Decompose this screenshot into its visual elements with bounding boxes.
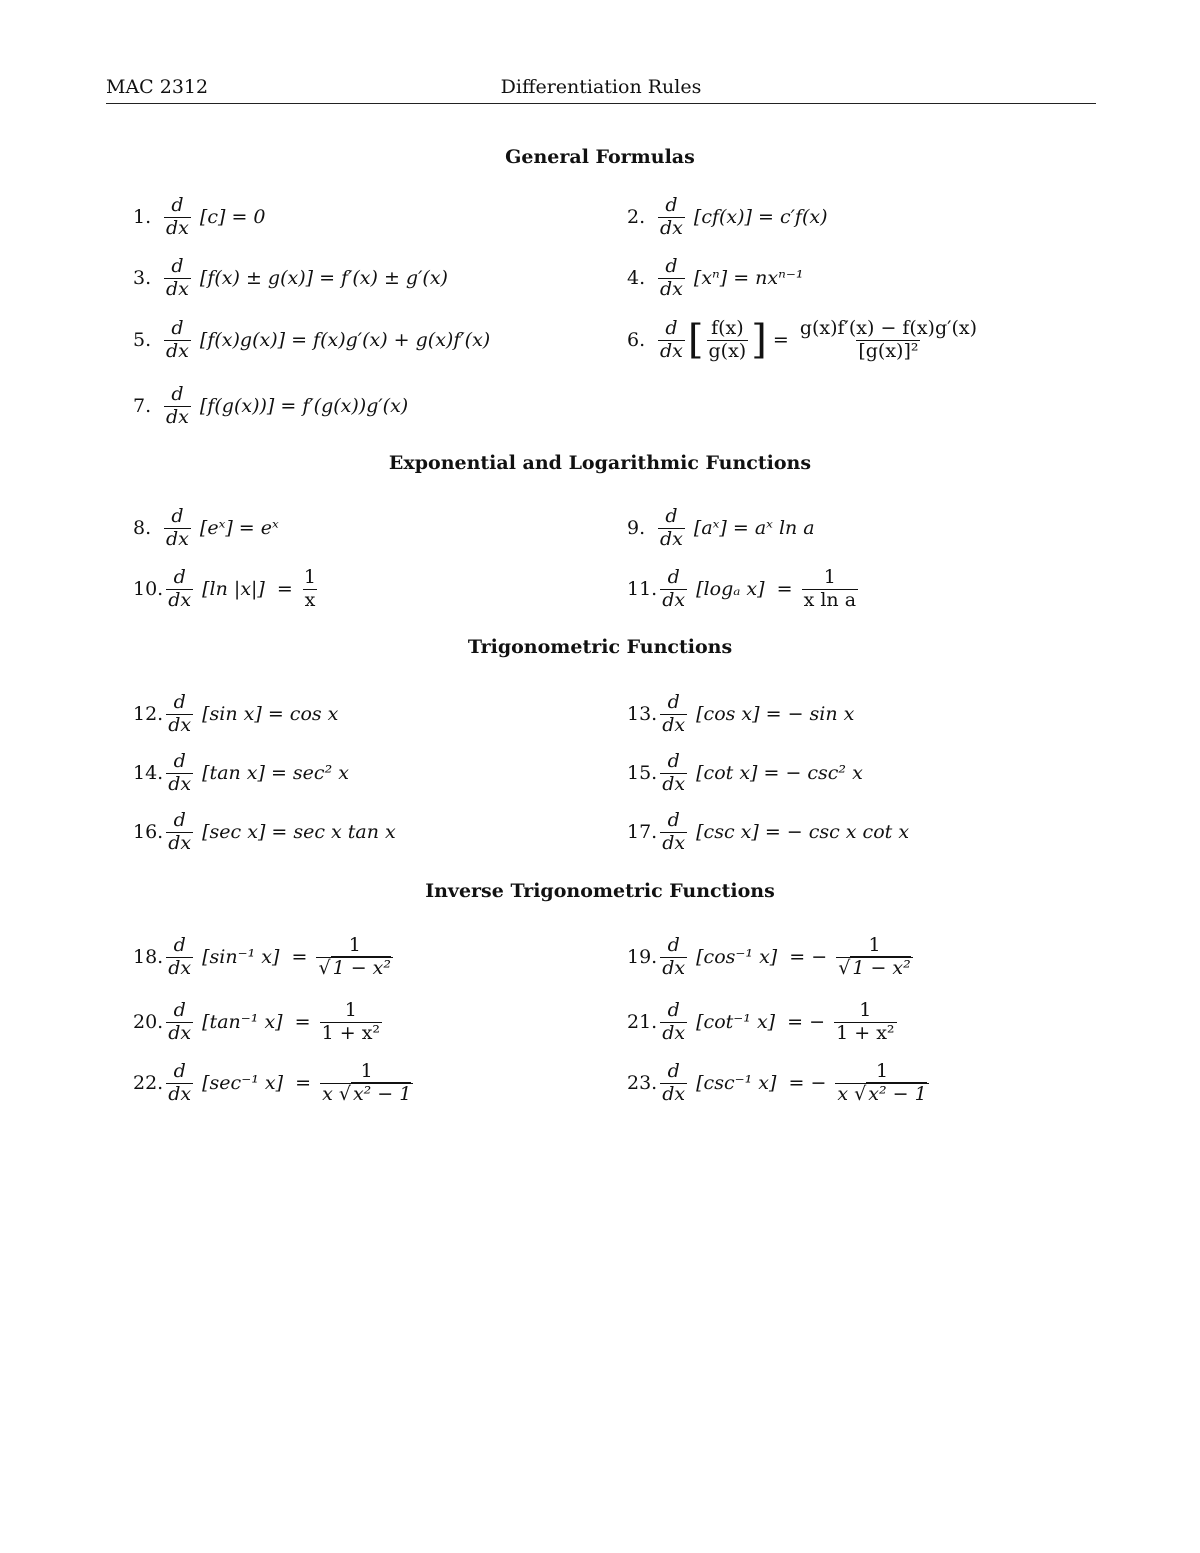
argument: [f(x)g(x)]	[193, 329, 292, 351]
formula-number: 12.	[133, 703, 164, 725]
derivative-operator-denominator: dx	[660, 216, 683, 239]
derivative-operator	[660, 935, 687, 980]
derivative-operator-numerator: d	[667, 690, 680, 713]
formula-number: 20.	[133, 1011, 164, 1033]
derivative-operator-numerator: d	[667, 749, 680, 772]
formula-17	[627, 808, 909, 856]
derivative-operator-denominator: dx	[168, 713, 192, 736]
formula-number: 1.	[133, 206, 152, 228]
result: = aˣ ln a	[732, 517, 815, 539]
result: = 0	[231, 206, 266, 228]
argument: [f(x) ± g(x)]	[193, 267, 320, 289]
radicand: x² − 1	[868, 1082, 927, 1105]
result: = f(x)g′(x) + g(x)f′(x)	[291, 329, 491, 351]
result-fraction	[802, 567, 858, 612]
derivative-operator-numerator: d	[173, 998, 186, 1021]
result-fraction-numerator: 1	[360, 1059, 373, 1082]
derivative-operator	[164, 384, 191, 429]
formula-number: 21.	[627, 1011, 658, 1033]
derivative-operator	[166, 751, 193, 796]
result-fraction-denominator: x	[304, 588, 316, 611]
formula-5	[133, 316, 490, 364]
derivative-operator-numerator: d	[667, 1059, 680, 1082]
radicand: 1 − x²	[852, 956, 911, 979]
derivative-operator-denominator: dx	[662, 956, 686, 979]
result-fraction	[302, 567, 318, 612]
derivative-operator-denominator: dx	[660, 527, 683, 550]
equals-sign: =	[288, 1011, 317, 1033]
formula-12	[133, 690, 338, 738]
formula-20	[133, 998, 385, 1046]
section-inverse-trig: Inverse Trigonometric Functions	[425, 880, 775, 902]
formula-number: 2.	[627, 206, 646, 228]
derivative-operator-denominator: dx	[662, 588, 686, 611]
result-fraction-denominator: [g(x)]²	[858, 339, 919, 362]
formula-18	[133, 933, 396, 981]
derivative-operator-denominator: dx	[166, 405, 189, 428]
formula-9	[627, 504, 815, 552]
formula-19	[627, 933, 916, 981]
argument-fraction	[707, 318, 749, 363]
derivative-operator-denominator: dx	[168, 1082, 192, 1105]
derivative-operator	[660, 751, 687, 796]
formula-number: 7.	[133, 395, 152, 417]
derivative-operator-numerator: d	[171, 316, 184, 339]
course-code: MAC 2312	[106, 76, 209, 98]
argument: [sin x]	[196, 703, 268, 725]
derivative-operator-denominator: dx	[166, 277, 189, 300]
derivative-operator-denominator: dx	[662, 713, 686, 736]
derivative-operator-numerator: d	[665, 193, 678, 216]
equals-sign: =	[289, 1072, 318, 1094]
result-fraction-numerator: g(x)f′(x) − f(x)g′(x)	[799, 316, 977, 339]
section-general: General Formulas	[505, 146, 695, 168]
page-header	[106, 76, 1096, 102]
derivative-operator-denominator: dx	[662, 1082, 686, 1105]
derivative-operator-denominator: dx	[166, 339, 189, 362]
equals-sign: =	[285, 946, 314, 968]
derivative-operator	[166, 692, 193, 737]
radical-denominator: x √ x² − 1	[837, 1082, 927, 1105]
result-fraction-numerator: 1	[859, 998, 872, 1021]
argument: [cos⁻¹ x]	[690, 946, 784, 968]
argument: [tan⁻¹ x]	[196, 1011, 289, 1033]
formula-number: 22.	[133, 1072, 164, 1094]
formula-13	[627, 690, 854, 738]
derivative-operator	[164, 195, 191, 240]
result: = f′(g(x))g′(x)	[280, 395, 409, 417]
result-fraction-numerator: 1	[868, 933, 881, 956]
result-fraction-denominator	[316, 957, 393, 980]
section-trig: Trigonometric Functions	[467, 636, 733, 658]
derivative-operator	[660, 1061, 687, 1106]
derivative-operator	[166, 810, 193, 855]
formula-number: 14.	[133, 762, 164, 784]
result-fraction-denominator	[836, 957, 913, 980]
formula-16	[133, 808, 396, 856]
result: = c′f(x)	[758, 206, 828, 228]
document-title: Differentiation Rules	[500, 76, 702, 98]
derivative-operator-numerator: d	[173, 933, 186, 956]
equals-sign: = −	[781, 1011, 832, 1033]
radical-denominator: √ 1 − x²	[318, 956, 392, 979]
argument-fraction-numerator: f(x)	[711, 316, 744, 339]
result-fraction-denominator	[835, 1083, 928, 1106]
right-bracket: ]	[751, 317, 767, 363]
derivative-operator	[658, 318, 685, 363]
formula-number: 6.	[627, 329, 646, 351]
derivative-operator-numerator: d	[667, 565, 680, 588]
result-fraction-numerator: 1	[823, 565, 836, 588]
argument: [xⁿ]	[687, 267, 734, 289]
formula-22	[133, 1059, 416, 1107]
result: = eˣ	[238, 517, 279, 539]
radical-denominator: √ 1 − x²	[838, 956, 911, 979]
derivative-operator-numerator: d	[665, 504, 678, 527]
derivative-operator	[164, 506, 191, 551]
formula-number: 10.	[133, 578, 164, 600]
result: = − csc x cot x	[764, 821, 910, 843]
result: = − csc² x	[763, 762, 863, 784]
derivative-operator-numerator: d	[171, 193, 184, 216]
derivative-operator-denominator: dx	[662, 831, 686, 854]
derivative-operator-denominator: dx	[166, 216, 189, 239]
formula-number: 5.	[133, 329, 152, 351]
derivative-operator	[166, 1000, 193, 1045]
derivative-operator-numerator: d	[173, 565, 186, 588]
formula-8	[133, 504, 279, 552]
derivative-operator-numerator: d	[667, 933, 680, 956]
derivative-operator	[660, 1000, 687, 1045]
result-fraction-numerator: 1	[303, 565, 316, 588]
argument-fraction-denominator: g(x)	[708, 339, 747, 362]
formula-3	[133, 254, 448, 302]
derivative-operator-denominator: dx	[660, 277, 683, 300]
argument: [sin⁻¹ x]	[196, 946, 286, 968]
derivative-operator-numerator: d	[173, 690, 186, 713]
derivative-operator	[164, 256, 191, 301]
argument: [f(g(x))]	[193, 395, 281, 417]
derivative-operator	[164, 318, 191, 363]
header-rule	[106, 103, 1096, 104]
argument: [cf(x)]	[687, 206, 759, 228]
argument: [cot⁻¹ x]	[690, 1011, 782, 1033]
formula-6	[627, 316, 982, 364]
argument: [logₐ x]	[690, 578, 771, 600]
equals-sign: =	[770, 578, 799, 600]
result-fraction-denominator	[320, 1083, 413, 1106]
formula-number: 4.	[627, 267, 646, 289]
derivative-operator-numerator: d	[173, 808, 186, 831]
derivative-operator-denominator: dx	[662, 772, 686, 795]
derivative-operator	[166, 567, 193, 612]
derivative-operator	[166, 935, 193, 980]
derivative-operator	[658, 195, 685, 240]
derivative-operator-numerator: d	[665, 254, 678, 277]
derivative-operator-denominator: dx	[168, 956, 192, 979]
formula-14	[133, 749, 349, 797]
formula-15	[627, 749, 863, 797]
result: = sec x tan x	[271, 821, 396, 843]
formula-number: 15.	[627, 762, 658, 784]
argument: [cos x]	[690, 703, 766, 725]
derivative-operator-denominator: dx	[168, 1021, 192, 1044]
equals-sign: = −	[782, 1072, 833, 1094]
derivative-operator-numerator: d	[667, 998, 680, 1021]
formula-number: 23.	[627, 1072, 658, 1094]
derivative-operator-numerator: d	[173, 1059, 186, 1082]
formula-2	[627, 193, 828, 241]
result-fraction	[316, 935, 393, 980]
formula-4	[627, 254, 803, 302]
derivative-operator-numerator: d	[171, 382, 184, 405]
equals-sign: = −	[783, 946, 834, 968]
formula-number: 8.	[133, 517, 152, 539]
result-fraction	[320, 1061, 413, 1106]
result-fraction-denominator: 1 + x²	[836, 1021, 895, 1044]
derivative-operator-denominator: dx	[168, 831, 192, 854]
result-fraction-denominator: 1 + x²	[321, 1021, 381, 1044]
derivative-operator	[660, 810, 687, 855]
radicand: x² − 1	[352, 1082, 412, 1105]
formula-number: 11.	[627, 578, 658, 600]
result: = sec² x	[270, 762, 349, 784]
formula-7	[133, 382, 408, 430]
derivative-operator-numerator: d	[173, 749, 186, 772]
result-fraction-denominator: x ln a	[803, 588, 857, 611]
formula-11	[627, 565, 861, 613]
section-exp-log: Exponential and Logarithmic Functions	[388, 452, 812, 474]
derivative-operator-denominator: dx	[168, 772, 192, 795]
derivative-operator	[660, 567, 687, 612]
result-fraction	[835, 1061, 928, 1106]
derivative-operator-denominator: dx	[662, 1021, 686, 1044]
formula-23	[627, 1059, 932, 1107]
formula-1	[133, 193, 266, 241]
radical-denominator: x √ x² − 1	[322, 1082, 412, 1105]
result: = cos x	[267, 703, 339, 725]
argument: [ln |x|]	[196, 578, 271, 600]
derivative-operator	[166, 1061, 193, 1106]
derivative-operator-numerator: d	[171, 254, 184, 277]
result-fraction	[798, 318, 979, 363]
result: = f′(x) ± g′(x)	[319, 267, 448, 289]
result-fraction-numerator: 1	[348, 933, 361, 956]
result: = − sin x	[765, 703, 855, 725]
derivative-operator-numerator: d	[665, 316, 678, 339]
formula-number: 9.	[627, 517, 646, 539]
left-bracket: [	[687, 317, 704, 363]
formula-number: 3.	[133, 267, 152, 289]
formula-number: 16.	[133, 821, 164, 843]
formula-10	[133, 565, 321, 613]
argument: [tan x]	[196, 762, 271, 784]
formula-21	[627, 998, 900, 1046]
formula-number: 19.	[627, 946, 658, 968]
argument: [c]	[193, 206, 232, 228]
formula-number: 18.	[133, 946, 164, 968]
formula-number: 13.	[627, 703, 658, 725]
argument: [cot x]	[690, 762, 764, 784]
argument: [sec x]	[196, 821, 272, 843]
radicand: 1 − x²	[332, 956, 392, 979]
equals-sign: =	[270, 578, 299, 600]
argument: [aˣ]	[687, 517, 733, 539]
argument: [sec⁻¹ x]	[196, 1072, 290, 1094]
result-fraction-numerator: 1	[876, 1059, 889, 1082]
derivative-operator-denominator: dx	[168, 588, 192, 611]
result-fraction	[834, 1000, 896, 1045]
derivative-operator-denominator: dx	[166, 527, 189, 550]
argument: [csc⁻¹ x]	[690, 1072, 783, 1094]
formula-number: 17.	[627, 821, 658, 843]
result: = nxⁿ⁻¹	[733, 267, 804, 289]
argument: [csc x]	[690, 821, 765, 843]
derivative-operator	[658, 506, 685, 551]
result-fraction-numerator: 1	[344, 998, 357, 1021]
derivative-operator-numerator: d	[667, 808, 680, 831]
equals-sign: =	[766, 329, 795, 351]
argument: [eˣ]	[193, 517, 239, 539]
derivative-operator	[658, 256, 685, 301]
result-fraction	[320, 1000, 382, 1045]
derivative-operator-denominator: dx	[660, 339, 683, 362]
derivative-operator-numerator: d	[171, 504, 184, 527]
result-fraction	[836, 935, 913, 980]
derivative-operator	[660, 692, 687, 737]
